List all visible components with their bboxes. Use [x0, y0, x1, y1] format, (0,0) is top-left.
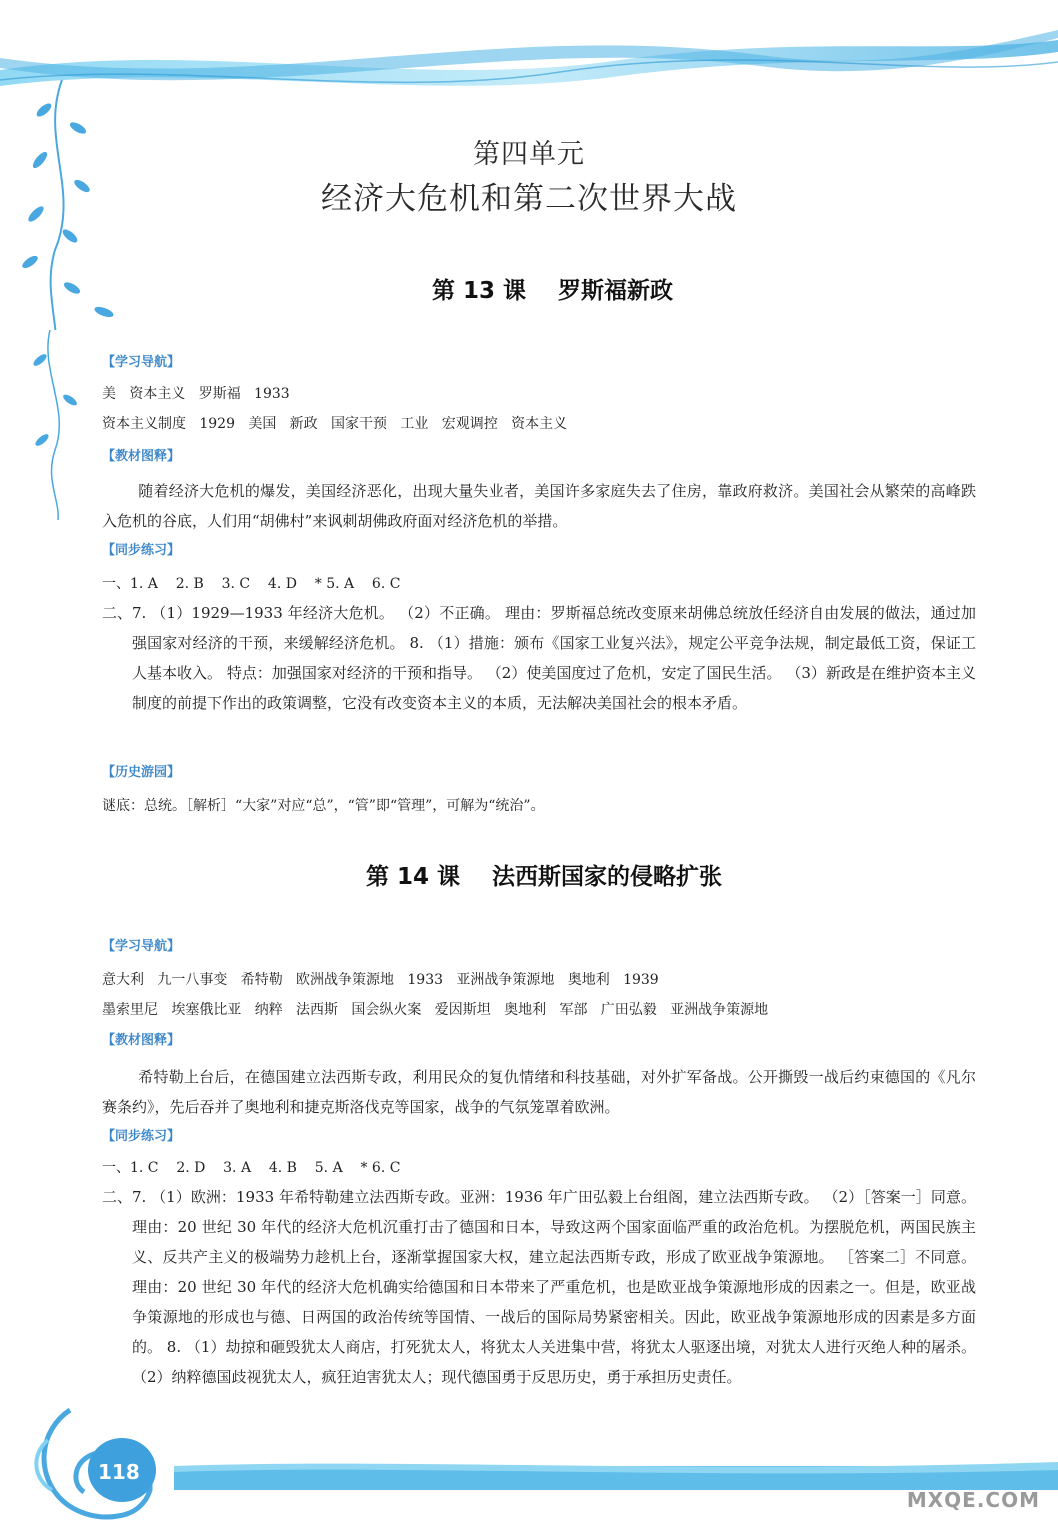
- page-number: 118: [98, 1460, 140, 1484]
- lesson-13-answers-part-2: 二、 7. （1）1929—1933 年经济大危机。 （2）不正确。 理由：罗斯福总统改变原来胡佛总统放任经济自由发展的做法，通过加强国家对经济的干预，来缓解经济危机。 8. （1）措施：颁布《国家工业复兴法》，规定公平竞争法规，制定最低工资，保证工人基本收入。 特点：加强国家对经济的干预和指导。 （2）使美国度过了危机，安定了国民生活。 （3）新政是在维护资本主义制度的前提下作出的政策调整，它没有改变资本主义的本质，无法解决美国社会的根本矛盾。: [102, 604, 976, 712]
- lesson-14-answers-part-2: 二、 7. （1）欧洲：1933 年希特勒建立法西斯专政。亚洲：1936 年广田弘毅上台组阁，建立法西斯专政。 （2）［答案一］同意。 理由：20 世纪 30 年代的经济大危机沉重打击了德国和日本，导致这两个国家面临严重的政治危机。为摆脱危机，两国民族主义、反共产主义的极端势力趁机上台，逐渐掌握国家大权，建立起法西斯专政，形成了欧亚战争策源地。 ［答案二］不同意。 理由：20 世纪 30 年代的经济大危机确实给德国和日本带来了严重危机，也是欧亚战争策源地形成的因素之一。但是，欧亚战争策源地的形成也与德、日两国的政治传统等国情、一战后的国际局势紧密相关。因此，欧亚战争策源地形成的因素是多方面的。 8. （1）劫掠和砸毁犹太人商店，打死犹太人，将犹太人关进集中营，将犹太人驱逐出境，对犹太人进行灭绝人种的屠杀。 （2）纳粹德国歧视犹太人，疯狂迫害犹太人；现代德国勇于反思历史，勇于承担历史责任。: [102, 1188, 976, 1386]
- lesson-14-title: 第 14 课 法西斯国家的侵略扩张: [366, 864, 723, 890]
- lesson-13-figure-label: 【教材图释】: [102, 449, 181, 464]
- lesson-13-answers-part-1: 一、1. A 2. B 3. C 4. D * 5. A 6. C: [102, 576, 401, 592]
- lesson-14-practice-label: 【同步练习】: [102, 1129, 181, 1144]
- lesson-13-nav-line-1: 美 资本主义 罗斯福 1933: [102, 386, 290, 402]
- lesson-13-garden-text: 谜底：总统。［解析］“大家”对应“总”，“管”即“管理”，可解为“统治”。: [102, 798, 545, 814]
- lesson-13-nav-label: 【学习导航】: [102, 355, 181, 370]
- unit-title: 第四单元: [473, 139, 585, 170]
- watermark: MXQE.COM: [906, 1488, 1040, 1512]
- lesson-14-nav-line-2: 墨索里尼 埃塞俄比亚 纳粹 法西斯 国会纵火案 爱因斯坦 奥地利 军部 广田弘毅 亚洲战争策源地: [102, 1002, 769, 1018]
- lesson-14-nav-line-1: 意大利 九一八事变 希特勒 欧洲战争策源地 1933 亚洲战争策源地 奥地利 1939: [102, 972, 659, 988]
- lesson-14-nav-label: 【学习导航】: [102, 939, 181, 954]
- lesson-14-figure-label: 【教材图释】: [102, 1033, 181, 1048]
- lesson-14-answers-part-1: 一、1. C 2. D 3. A 4. B 5. A * 6. C: [102, 1160, 401, 1176]
- lesson-13-nav-line-2: 资本主义制度 1929 美国 新政 国家干预 工业 宏观调控 资本主义: [102, 416, 568, 432]
- unit-subtitle: 经济大危机和第二次世界大战: [321, 181, 737, 217]
- lesson-14-figure-text: 希特勒上台后，在德国建立法西斯专政，利用民众的复仇情绪和科技基础，对外扩军备战。公开撕毁一战后约束德国的《凡尔赛条约》，先后吞并了奥地利和捷克斯洛伐克等国家，战争的气氛笼罩着欧洲。: [102, 1068, 976, 1116]
- footer-decoration: [0, 1400, 1058, 1536]
- lesson-13-garden-label: 【历史游园】: [102, 765, 181, 780]
- lesson-13-figure-text: 随着经济大危机的爆发，美国经济恶化，出现大量失业者，美国许多家庭失去了住房，靠政府救济。美国社会从繁荣的高峰跌入危机的谷底，人们用“胡佛村”来讽刺胡佛政府面对经济危机的举措。: [102, 482, 976, 530]
- lesson-13-practice-label: 【同步练习】: [102, 543, 181, 558]
- lesson-13-title: 第 13 课 罗斯福新政: [432, 278, 674, 304]
